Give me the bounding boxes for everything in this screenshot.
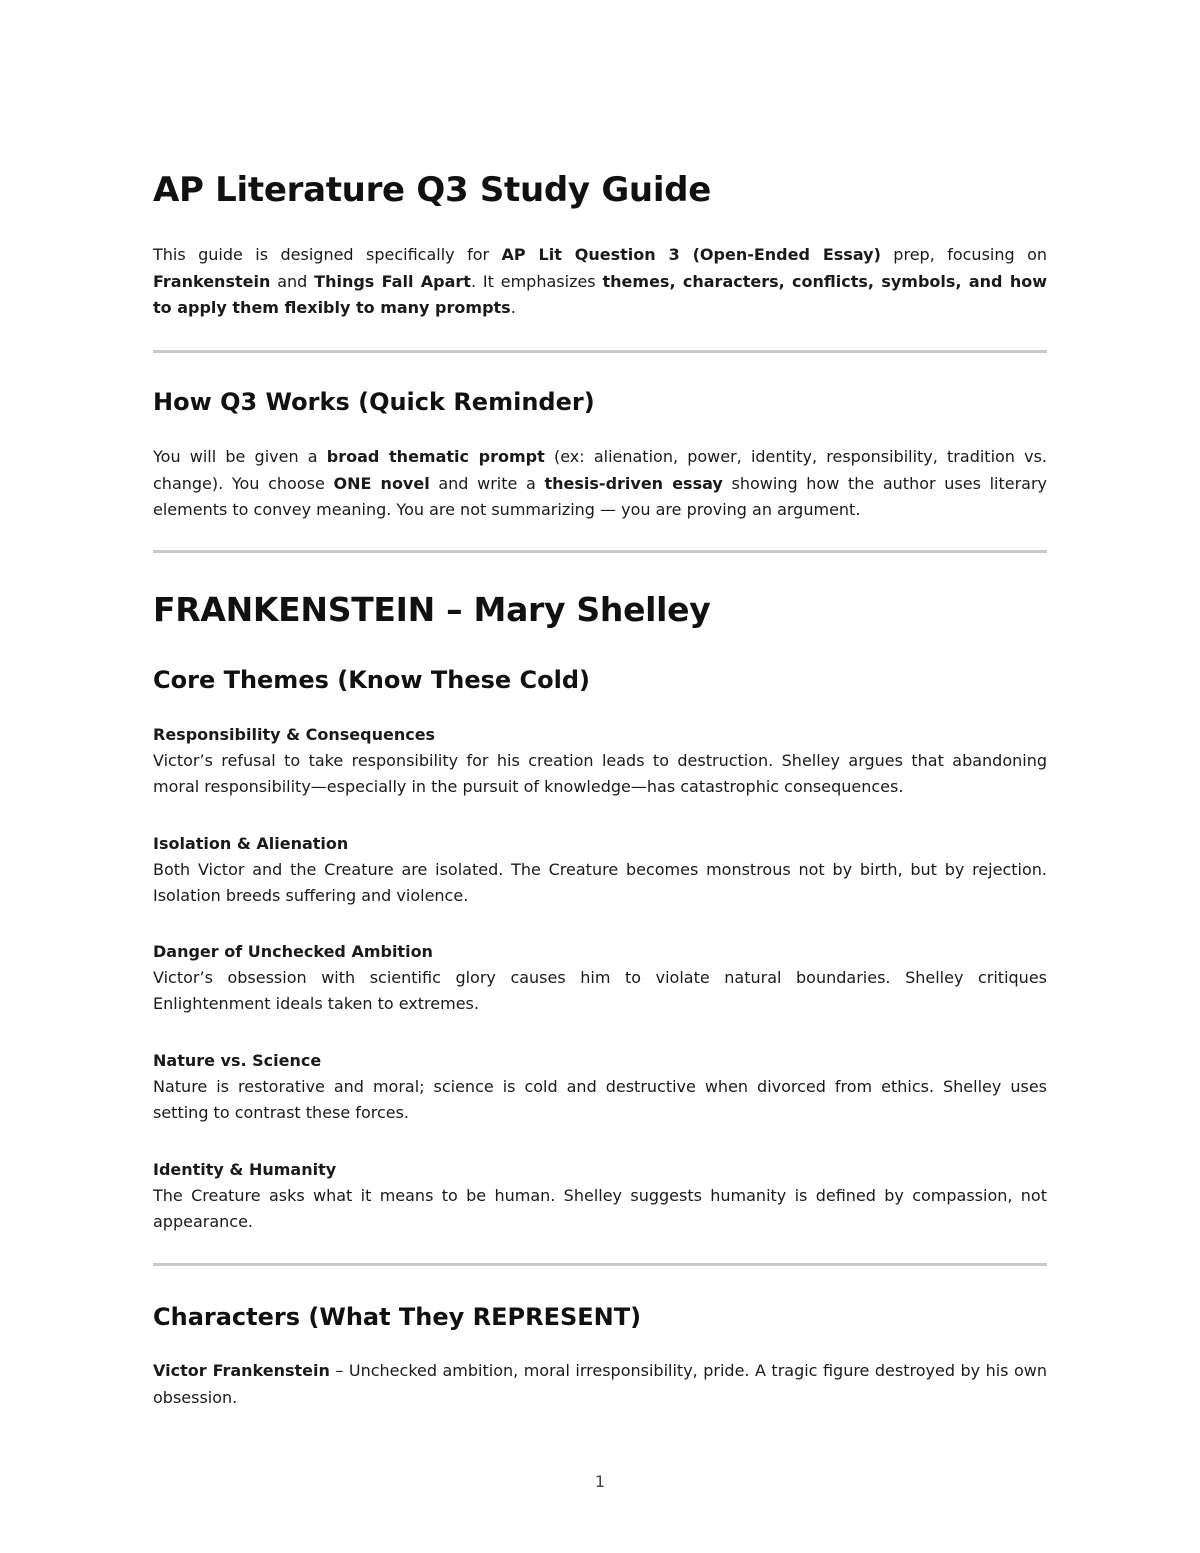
theme-block: [153, 1048, 1047, 1126]
theme-block: [153, 722, 1047, 800]
how-text: (ex: alienation, power, identity, responsibility, tradition vs. change). You choose: [153, 447, 1048, 493]
page-number: 1: [594, 1472, 606, 1491]
how-text: You will be given a: [153, 447, 327, 466]
characters-heading: Characters (What They REPRESENT): [153, 1303, 642, 1331]
theme-text: Both Victor and the Creature are isolated. The Creature becomes monstrous not by birth, but by rejection. Isolation breeds suffering and violence.: [153, 860, 1047, 905]
intro-bold: Frankenstein: [153, 271, 271, 291]
theme-label: Identity & Humanity: [153, 1160, 337, 1179]
character-name: Victor Frankenstein: [153, 1361, 330, 1380]
theme-label: Danger of Unchecked Ambition: [153, 942, 433, 961]
theme-label: Isolation & Alienation: [153, 834, 349, 853]
how-bold: thesis-driven essay: [544, 473, 723, 493]
character-entry: [153, 1358, 1047, 1411]
intro-paragraph: [153, 242, 1047, 322]
theme-block: [153, 939, 1047, 1017]
intro-bold: AP Lit Question 3 (Open-Ended Essay): [501, 245, 881, 264]
intro-text: prep, focusing on: [880, 245, 1047, 264]
divider: [153, 550, 1047, 553]
theme-text: Victor’s refusal to take responsibility for his creation leads to destruction. Shelley argues that abandoning moral responsibility—especially in the pursuit of knowledge—has catastrophic consequences.: [153, 751, 1047, 796]
divider: [153, 1263, 1047, 1266]
intro-text: . It emphasizes: [470, 271, 603, 291]
how-text: showing how the author uses literary elements to convey meaning. You are not summarizing — you are proving an argument.: [153, 473, 1048, 519]
frankenstein-heading: FRANKENSTEIN – Mary Shelley: [153, 590, 711, 629]
how-paragraph: [153, 444, 1047, 524]
theme-label: Nature vs. Science: [153, 1051, 322, 1070]
theme-block: [153, 831, 1047, 909]
intro-text: and: [270, 271, 315, 291]
intro-text: .: [510, 298, 516, 317]
how-heading: How Q3 Works (Quick Reminder): [153, 388, 595, 416]
intro-bold: Things Fall Apart: [314, 271, 471, 291]
themes-heading: Core Themes (Know These Cold): [153, 666, 591, 694]
document-title: AP Literature Q3 Study Guide: [153, 170, 711, 210]
intro-text: This guide is designed specifically for: [153, 245, 502, 264]
theme-text: Nature is restorative and moral; science is cold and destructive when divorced from ethics. Shelley uses setting to contrast these forces.: [153, 1077, 1047, 1122]
character-text: – Unchecked ambition, moral irresponsibility, pride. A tragic figure destroyed by his own obsession.: [153, 1361, 1048, 1407]
intro-bold: themes, characters, conflicts, symbols, and how to apply them flexibly to many prompts: [153, 271, 1047, 317]
theme-label: Responsibility & Consequences: [153, 725, 436, 744]
how-bold: ONE novel: [333, 473, 430, 493]
divider: [153, 350, 1047, 353]
theme-text: Victor’s obsession with scientific glory causes him to violate natural boundaries. Shelley critiques Enlightenment ideals taken to extremes.: [153, 968, 1047, 1013]
how-text: and write a: [429, 473, 545, 493]
theme-text: The Creature asks what it means to be human. Shelley suggests humanity is defined by compassion, not appearance.: [153, 1186, 1047, 1231]
how-bold: broad thematic prompt: [326, 447, 545, 466]
theme-block: [153, 1157, 1047, 1235]
